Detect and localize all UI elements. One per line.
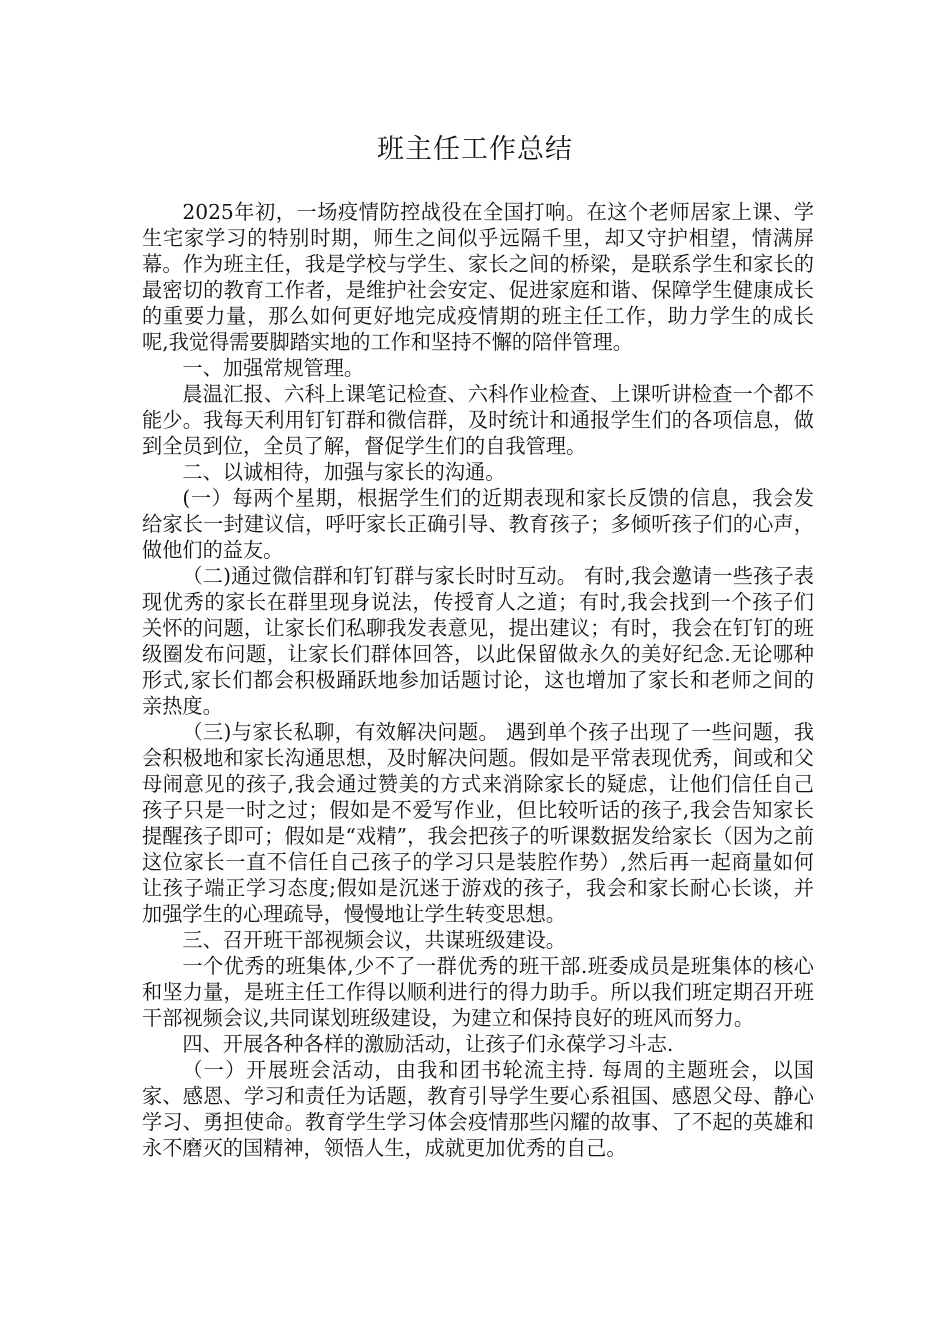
paragraph: 晨温汇报、六科上课笔记检查、六科作业检查、上课听讲检查一个都不能少。我每天利用钉钉群和微信群，及时统计和通报学生们的各项信息，做到全员到位，全员了解，督促学生们的自我管理。 [142,382,814,458]
section-heading-1: 一、加强常规管理。 [182,356,365,380]
paragraph: （二)通过微信群和钉钉群与家长时时互动。 有时,我会邀请一些孩子表现优秀的家长在群里现身说法，传授育人之道；有时,我会找到一个孩子们关怀的问题，让家长们私聊我发表意见，提出建议；有时，我会在钉钉的班级圈发布问题，让家长们群体回答，以此保留做永久的美好纪念.无论哪种形式,家长们都会积极踊跃地参加话题讨论，这也增加了家长和老师之间的亲热度。 [142,564,814,718]
document-body [142,199,814,1161]
section-heading-4: 四、开展各种各样的激励活动，让孩子们永葆学习斗志. [182,1032,674,1056]
paragraph: (一）每两个星期，根据学生们的近期表现和家长反馈的信息，我会发给家长一封建议信，呼吁家长正确引导、教育孩子；多倾听孩子们的心声，做他们的益友。 [142,486,814,562]
paragraph: （三)与家长私聊，有效解决问题。 遇到单个孩子出现了一些问题，我会积极地和家长沟通思想，及时解决问题。假如是平常表现优秀，间或和父母闹意见的孩子,我会通过赞美的方式来消除家长的疑虑，让他们信任自己孩子只是一时之过；假如是不爱写作业，但比较听话的孩子,我会告知家长提醒孩子即可；假如是“戏精”，我会把孩子的听课数据发给家长（因为之前这位家长一直不信任自己孩子的学习只是装腔作势）,然后再一起商量如何让孩子端正学习态度;假如是沉迷于游戏的孩子，我会和家长耐心长谈，并加强学生的心理疏导，慢慢地让学生转变思想。 [142,720,814,926]
intro-paragraph: 2025年初，一场疫情防控战役在全国打响。在这个老师居家上课、学生宅家学习的特别时期，师生之间似乎远隔千里，却又守护相望，情满屏幕。作为班主任，我是学校与学生、家长之间的桥梁，是联系学生和家长的最密切的教育工作者，是维护社会安定、促进家庭和谐、保障学生健康成长的重要力量，那么如何更好地完成疫情期的班主任工作，助力学生的成长呢,我觉得需要脚踏实地的工作和坚持不懈的陪伴管理。 [142,200,814,354]
paragraph: 一个优秀的班集体,少不了一群优秀的班干部.班委成员是班集体的核心和坚力量，是班主任工作得以顺利进行的得力助手。所以我们班定期召开班干部视频会议,共同谋划班级建设，为建立和保持良好的班风而努力。 [142,954,814,1030]
document-title: 班主任工作总结 [377,134,573,165]
section-heading-2: 二、以诚相待，加强与家长的沟通。 [182,460,506,484]
section-heading-3: 三、召开班干部视频会议，共谋班级建设。 [182,928,566,952]
paragraph: （一）开展班会活动，由我和团书轮流主持. 每周的主题班会，以国家、感恩、学习和责任为话题，教育引导学生要心系祖国、感恩父母、静心学习、勇担使命。教育学生学习体会疫情那些闪耀的故事、了不起的英雄和永不磨灭的国精神，领悟人生，成就更加优秀的自己。 [142,1058,814,1160]
